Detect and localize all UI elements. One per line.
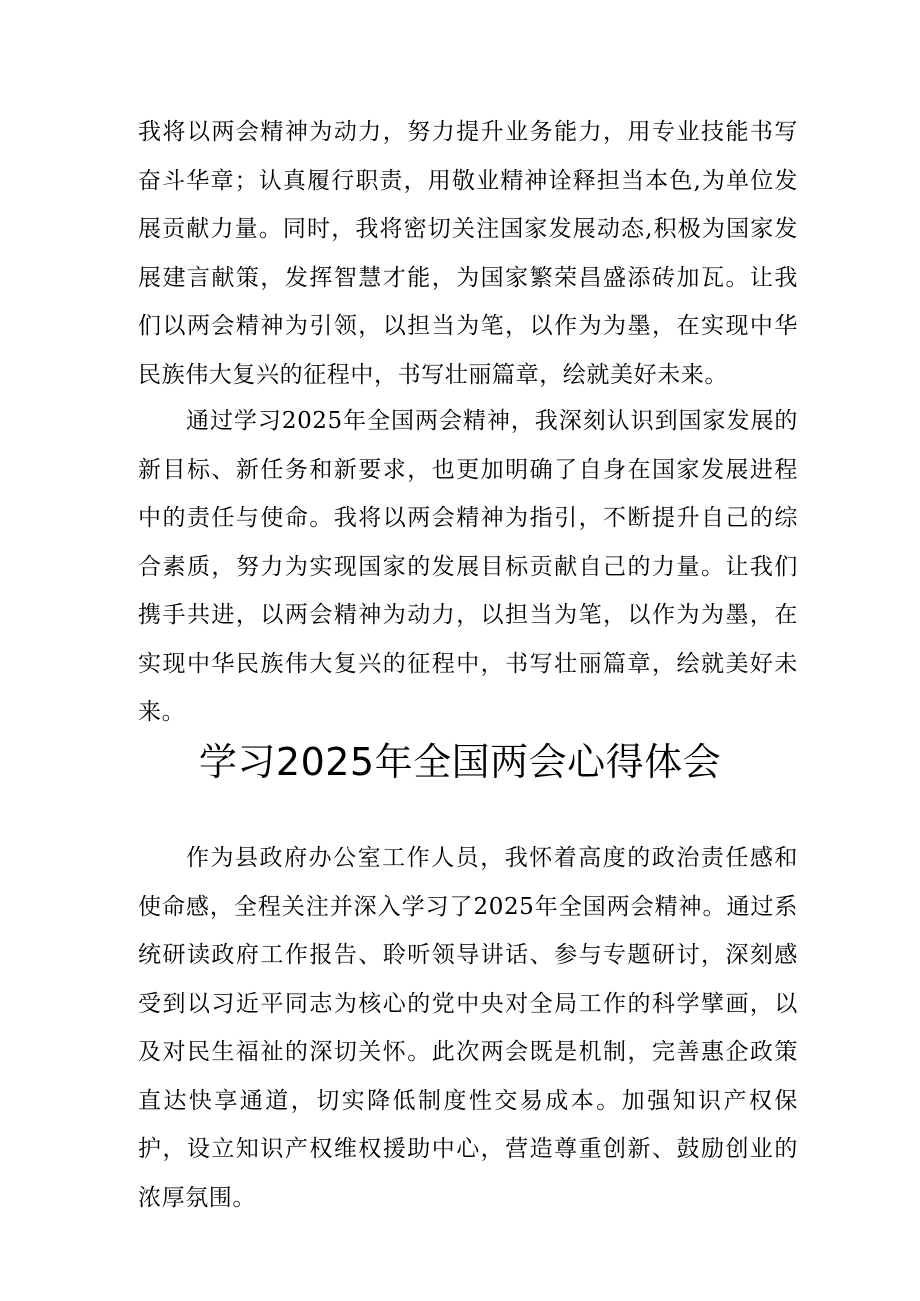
paragraph-conclusion: 通过学习2025年全国两会精神，我深刻认识到国家发展的新目标、新任务和新要求，也更加明确了自身在国家发展进程中的责任与使命。我将以两会精神为指引，不断提升自己的综合素质，努力为实现国家的发展目标贡献自己的力量。让我们携手共进，以两会精神为动力，以担当为笔，以作为为墨，在实现中华民族伟大复兴的征程中，书写壮丽篇章，绘就美好未来。 xyxy=(138,408,798,725)
paragraph-continuation: 我将以两会精神为动力，努力提升业务能力，用专业技能书写奋斗华章；认真履行职责，用敬业精神诠释担当本色,为单位发展贡献力量。同时，我将密切关注国家发展动态,积极为国家发展建言献策，发挥智慧才能，为国家繁荣昌盛添砖加瓦。让我们以两会精神为引领，以担当为笔，以作为为墨，在实现中华民族伟大复兴的征程中，书写壮丽篇章，绘就美好未来。 xyxy=(138,119,798,388)
document-title: 学习2025年全国两会心得体会 xyxy=(198,740,722,784)
paragraph-intro: 作为县政府办公室工作人员，我怀着高度的政治责任感和使命感，全程关注并深入学习了2025年全国两会精神。通过系统研读政府工作报告、聆听领导讲话、参与专题研讨，深刻感受到以习近平同志为核心的党中央对全局工作的科学擘画，以及对民生福祉的深切关怀。此次两会既是机制，完善惠企政策直达快享通道，切实降低制度性交易成本。加强知识产权保护，设立知识产权维权援助中心，营造尊重创新、鼓励创业的浓厚氛围。 xyxy=(138,845,798,1211)
